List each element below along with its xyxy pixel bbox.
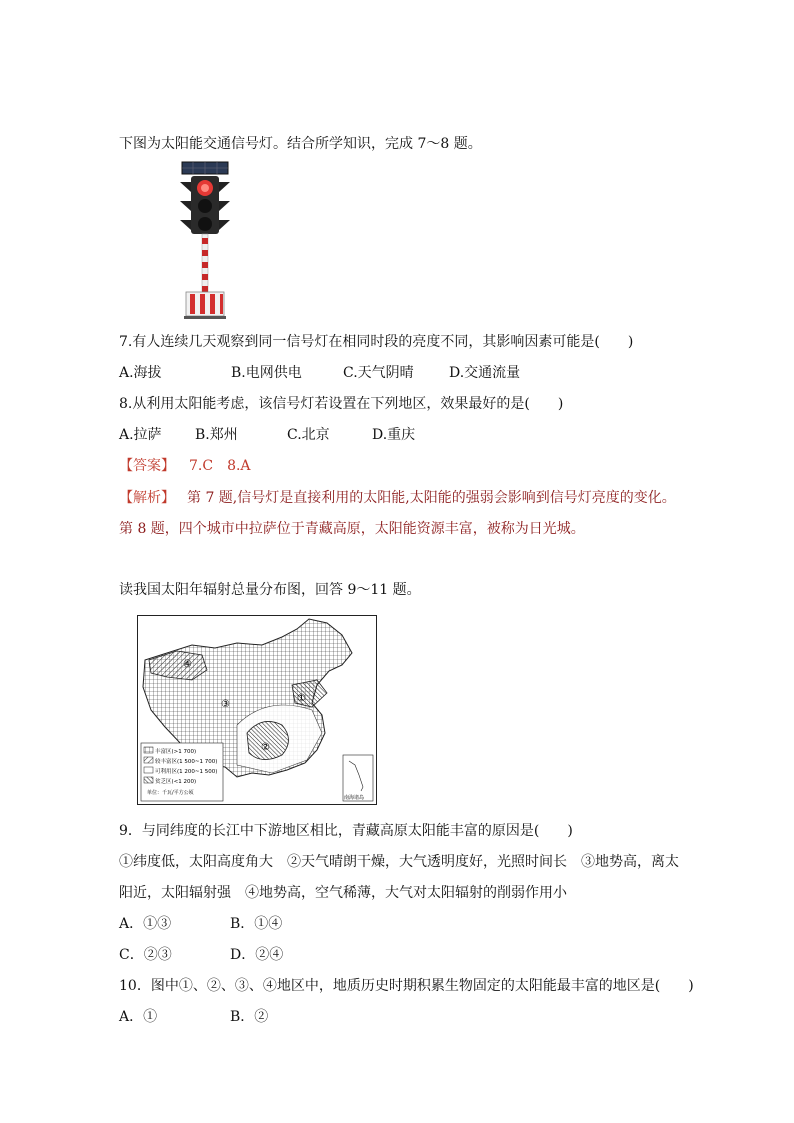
q10-option-a: A．①: [119, 1009, 158, 1025]
question-8-stem: 8.从利用太阳能考虑，该信号灯若设置在下列地区，效果最好的是( ): [119, 396, 564, 412]
legend-item-rich: 丰富区(>1 700): [155, 749, 197, 755]
question-9-line-2: ①纬度低，太阳高度角大 ②天气晴朗干燥，大气透明度好，光照时间长 ③地势高，离太: [119, 854, 679, 870]
q9-option-b: B．①④: [230, 916, 283, 932]
question-9-line-3: 阳近，太阳辐射强 ④地势高，空气稀薄，大气对太阳辐射的削弱作用小: [119, 885, 567, 901]
question-10-stem: 10．图中①、②、③、④地区中，地质历史时期积累生物固定的太阳能最丰富的地区是( ): [119, 978, 694, 994]
legend-item-usable: 可利用区(1 200~1 500): [155, 769, 218, 775]
region-mark-1: ①: [297, 693, 306, 704]
answer-line: [119, 457, 251, 475]
q8-option-a: A.拉萨: [119, 427, 162, 443]
answer-tag: 【答案】: [119, 458, 175, 474]
inset-label: 南海诸岛: [344, 795, 365, 801]
question-7-stem: 7.有人连续几天观察到同一信号灯在相同时段的亮度不同，其影响因素可能是( ): [119, 334, 634, 350]
q9-option-c: C．②③: [119, 947, 172, 963]
china-solar-radiation-map: [137, 615, 377, 805]
solar-traffic-light-image: [176, 160, 234, 320]
q8-option-b: B.郑州: [195, 427, 238, 443]
q7-option-d: D.交通流量: [449, 365, 521, 381]
q7-option-c: C.天气阴晴: [343, 365, 414, 381]
intro-7-8: 下图为太阳能交通信号灯。结合所学知识，完成 7～8 题。: [119, 136, 482, 152]
q7-option-b: B.电网供电: [231, 365, 302, 381]
answer-text: 7.C 8.A: [189, 458, 251, 474]
legend-unit: 单位：千瓦/平方公顷: [147, 790, 194, 796]
intro-9-11: 读我国太阳年辐射总量分布图，回答 9～11 题。: [119, 582, 421, 598]
region-mark-2: ②: [261, 742, 270, 753]
region-mark-3: ③: [221, 699, 230, 710]
analysis-text-1: 第 7 题,信号灯是直接利用的太阳能,太阳能的强弱会影响到信号灯亮度的变化。: [187, 490, 676, 506]
analysis-line-1: [119, 489, 676, 507]
q7-option-a: A.海拔: [119, 365, 162, 381]
region-mark-4: ④: [183, 659, 192, 670]
legend-item-poor: 贫乏区(<1 200): [155, 779, 197, 785]
analysis-tag: 【解析】: [119, 490, 175, 506]
question-9-stem: 9．与同纬度的长江中下游地区相比，青藏高原太阳能丰富的原因是( ): [119, 823, 573, 839]
q8-option-d: D.重庆: [372, 427, 416, 443]
q8-option-c: C.北京: [287, 427, 330, 443]
q9-option-d: D．②④: [230, 947, 284, 963]
q10-option-b: B．②: [230, 1009, 269, 1025]
q9-option-a: A．①③: [119, 916, 172, 932]
analysis-line-2: 第 8 题，四个城市中拉萨位于青藏高原，太阳能资源丰富，被称为日光城。: [119, 521, 585, 537]
legend-item-fairly-rich: 较丰富区(1 500~1 700): [155, 759, 218, 765]
